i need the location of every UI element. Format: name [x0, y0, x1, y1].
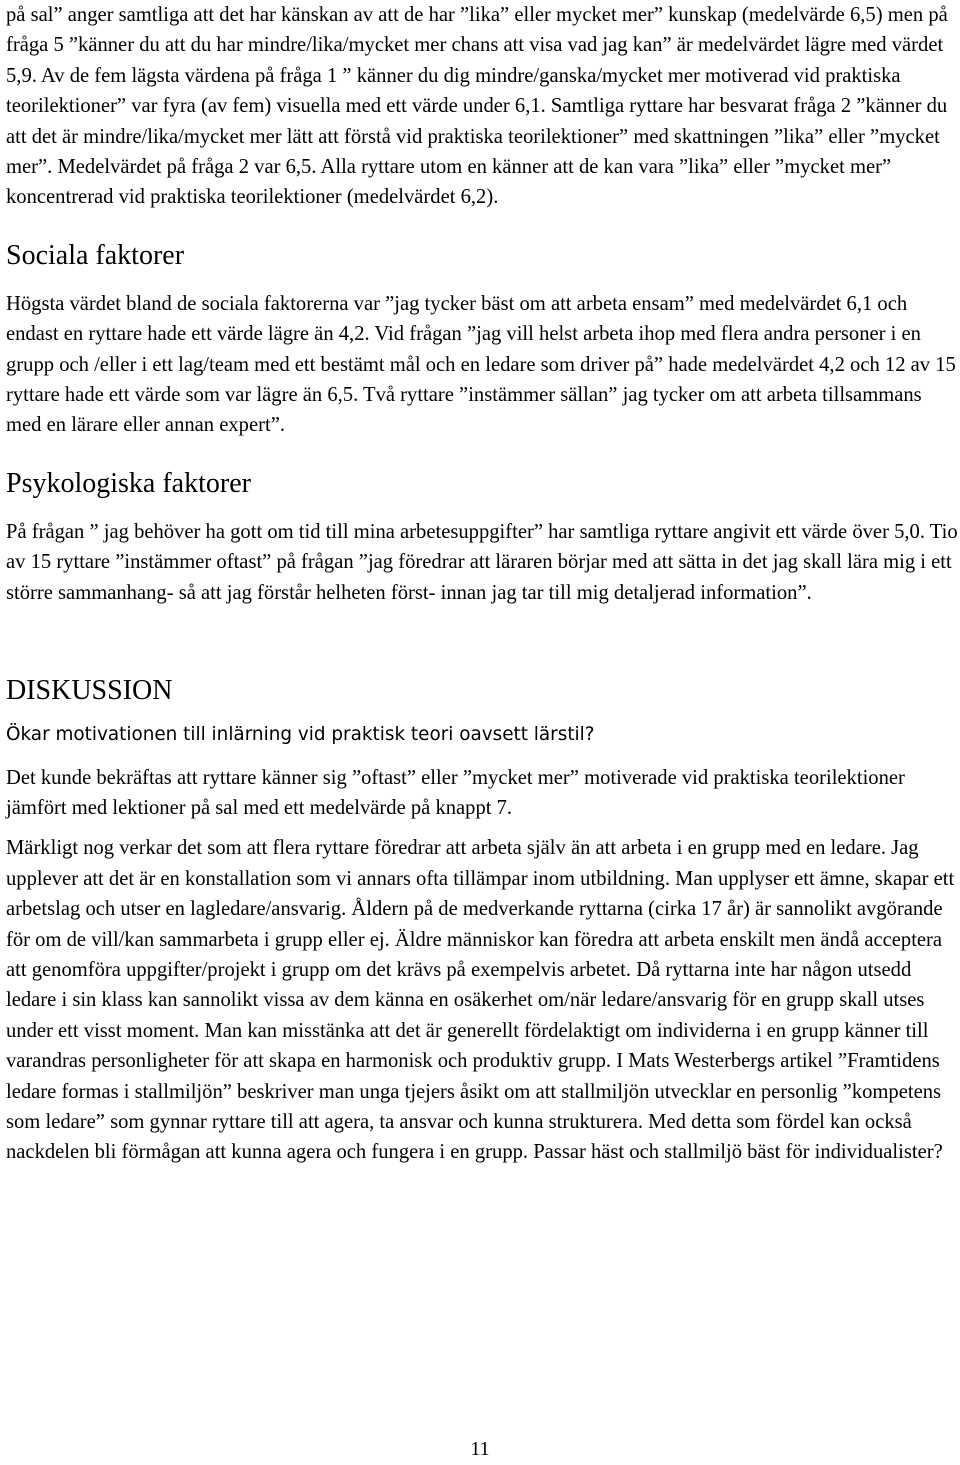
sociala-paragraph: Högsta värdet bland de sociala faktorerna var ”jag tycker bäst om att arbeta ensam” med medelvärdet 6,1 och endast en ryttare hade ett värde lägre än 4,2. Vid frågan ”jag vill helst arbeta ihop med flera andra personer i en grupp och /eller i ett lag/team med ett bestämt mål och en ledare som driver på” hade medelvärdet 4,2 och 12 av 15 ryttare hade ett värde som var lägre än 6,5. Två ryttare ”instämmer sällan” jag tycker om att arbeta tillsammans med en lärare eller annan expert”. — [6, 292, 956, 437]
section-heading-diskussion: DISKUSSION — [6, 675, 173, 707]
diskussion-paragraph-2: Märkligt nog verkar det som att flera ryttare föredrar att arbeta själv än att arbeta i en grupp med en ledare. Jag upplever att det är en konstallation som vi annars ofta tillämpar inom utbildning. Man upplyser ett ämne, skapar ett arbetslag och utser en lagledare/ansvarig. Åldern på de medverkande ryttarna (cirka 17 år) är sannolikt avgörande för om de vill/kan sammarbeta i grupp eller ej. Äldre människor kan föredra att arbeta enskilt men ändå acceptera att genomföra uppgifter/projekt i grupp om det krävs på exempelvis arbetet. Då ryttarna inte har någon utsedd ledare i sin klass kan sannolikt vissa av dem känna en osäkerhet om/när ledare/ansvarig för en grupp skall utses under ett visst moment. Man kan misstänka att det är generellt fördelaktigt om individerna i en grupp känner till varandras personligheter för att skapa en harmonisk och produktiv grupp. I Mats Westerbergs artikel ”Framtidens ledare formas i stallmiljön” beskriver man unga tjejers åsikt om att stallmiljön utvecklar en personlig ”kompetens som ledare” som gynnar ryttare till att agera, ta ansvar och kunna strukturera. Med detta som fördel kan också nackdelen bli förmågan att kunna agera och fungera i en grupp. Passar häst och stallmiljö bäst för individualister? — [6, 837, 955, 1164]
diskussion-paragraph-1: Det kunde bekräftas att ryttare känner sig ”oftast” eller ”mycket mer” motiverade vid praktiska teorilektioner jämfört med lektioner på sal med ett medelvärde på knappt 7. — [6, 766, 905, 819]
intro-paragraph: på sal” anger samtliga att det har känskan av att de har ”lika” eller mycket mer” kunskap (medelvärde 6,5) men på fråga 5 ”känner du att du har mindre/lika/mycket mer chans att visa vad jag kan” är medelvärdet lägre med värdet 5,9. Av de fem lägsta värdena på fråga 1 ” känner du dig mindre/ganska/mycket mer motiverad vid praktiska teorilektioner” var fyra (av fem) visuella med ett värde under 6,1. Samtliga ryttare har besvarat fråga 2 ”känner du att det är mindre/lika/mycket mer lätt att förstå vid praktiska teorilektioner” med skattningen ”lika” eller ”mycket mer”. Medelvärdet på fråga 2 var 6,5. Alla ryttare utom en känner att de kan vara ”lika” eller ”mycket mer” koncentrerad vid praktiska teorilektioner (medelvärdet 6,2). — [6, 4, 948, 209]
section-heading-psykologiska-faktorer: Psykologiska faktorer — [6, 467, 251, 499]
page-number: 11 — [470, 1438, 490, 1460]
section-heading-sociala-faktorer: Sociala faktorer — [6, 239, 185, 271]
psykologiska-paragraph: På frågan ” jag behöver ha gott om tid till mina arbetesuppgifter” har samtliga ryttare angivit ett värde över 5,0. Tio av 15 ryttare ”instämmer oftast” på frågan ”jag föredrar att läraren börjar med att sätta in det jag skall lära mig i ett större sammanhang- så att jag förstår helheten först- innan jag tar till mig detaljerad information”. — [6, 520, 958, 604]
diskussion-question: Ökar motivationen till inlärning vid praktisk teori oavsett lärstil? — [6, 724, 595, 746]
document-page — [6, 0, 958, 1168]
